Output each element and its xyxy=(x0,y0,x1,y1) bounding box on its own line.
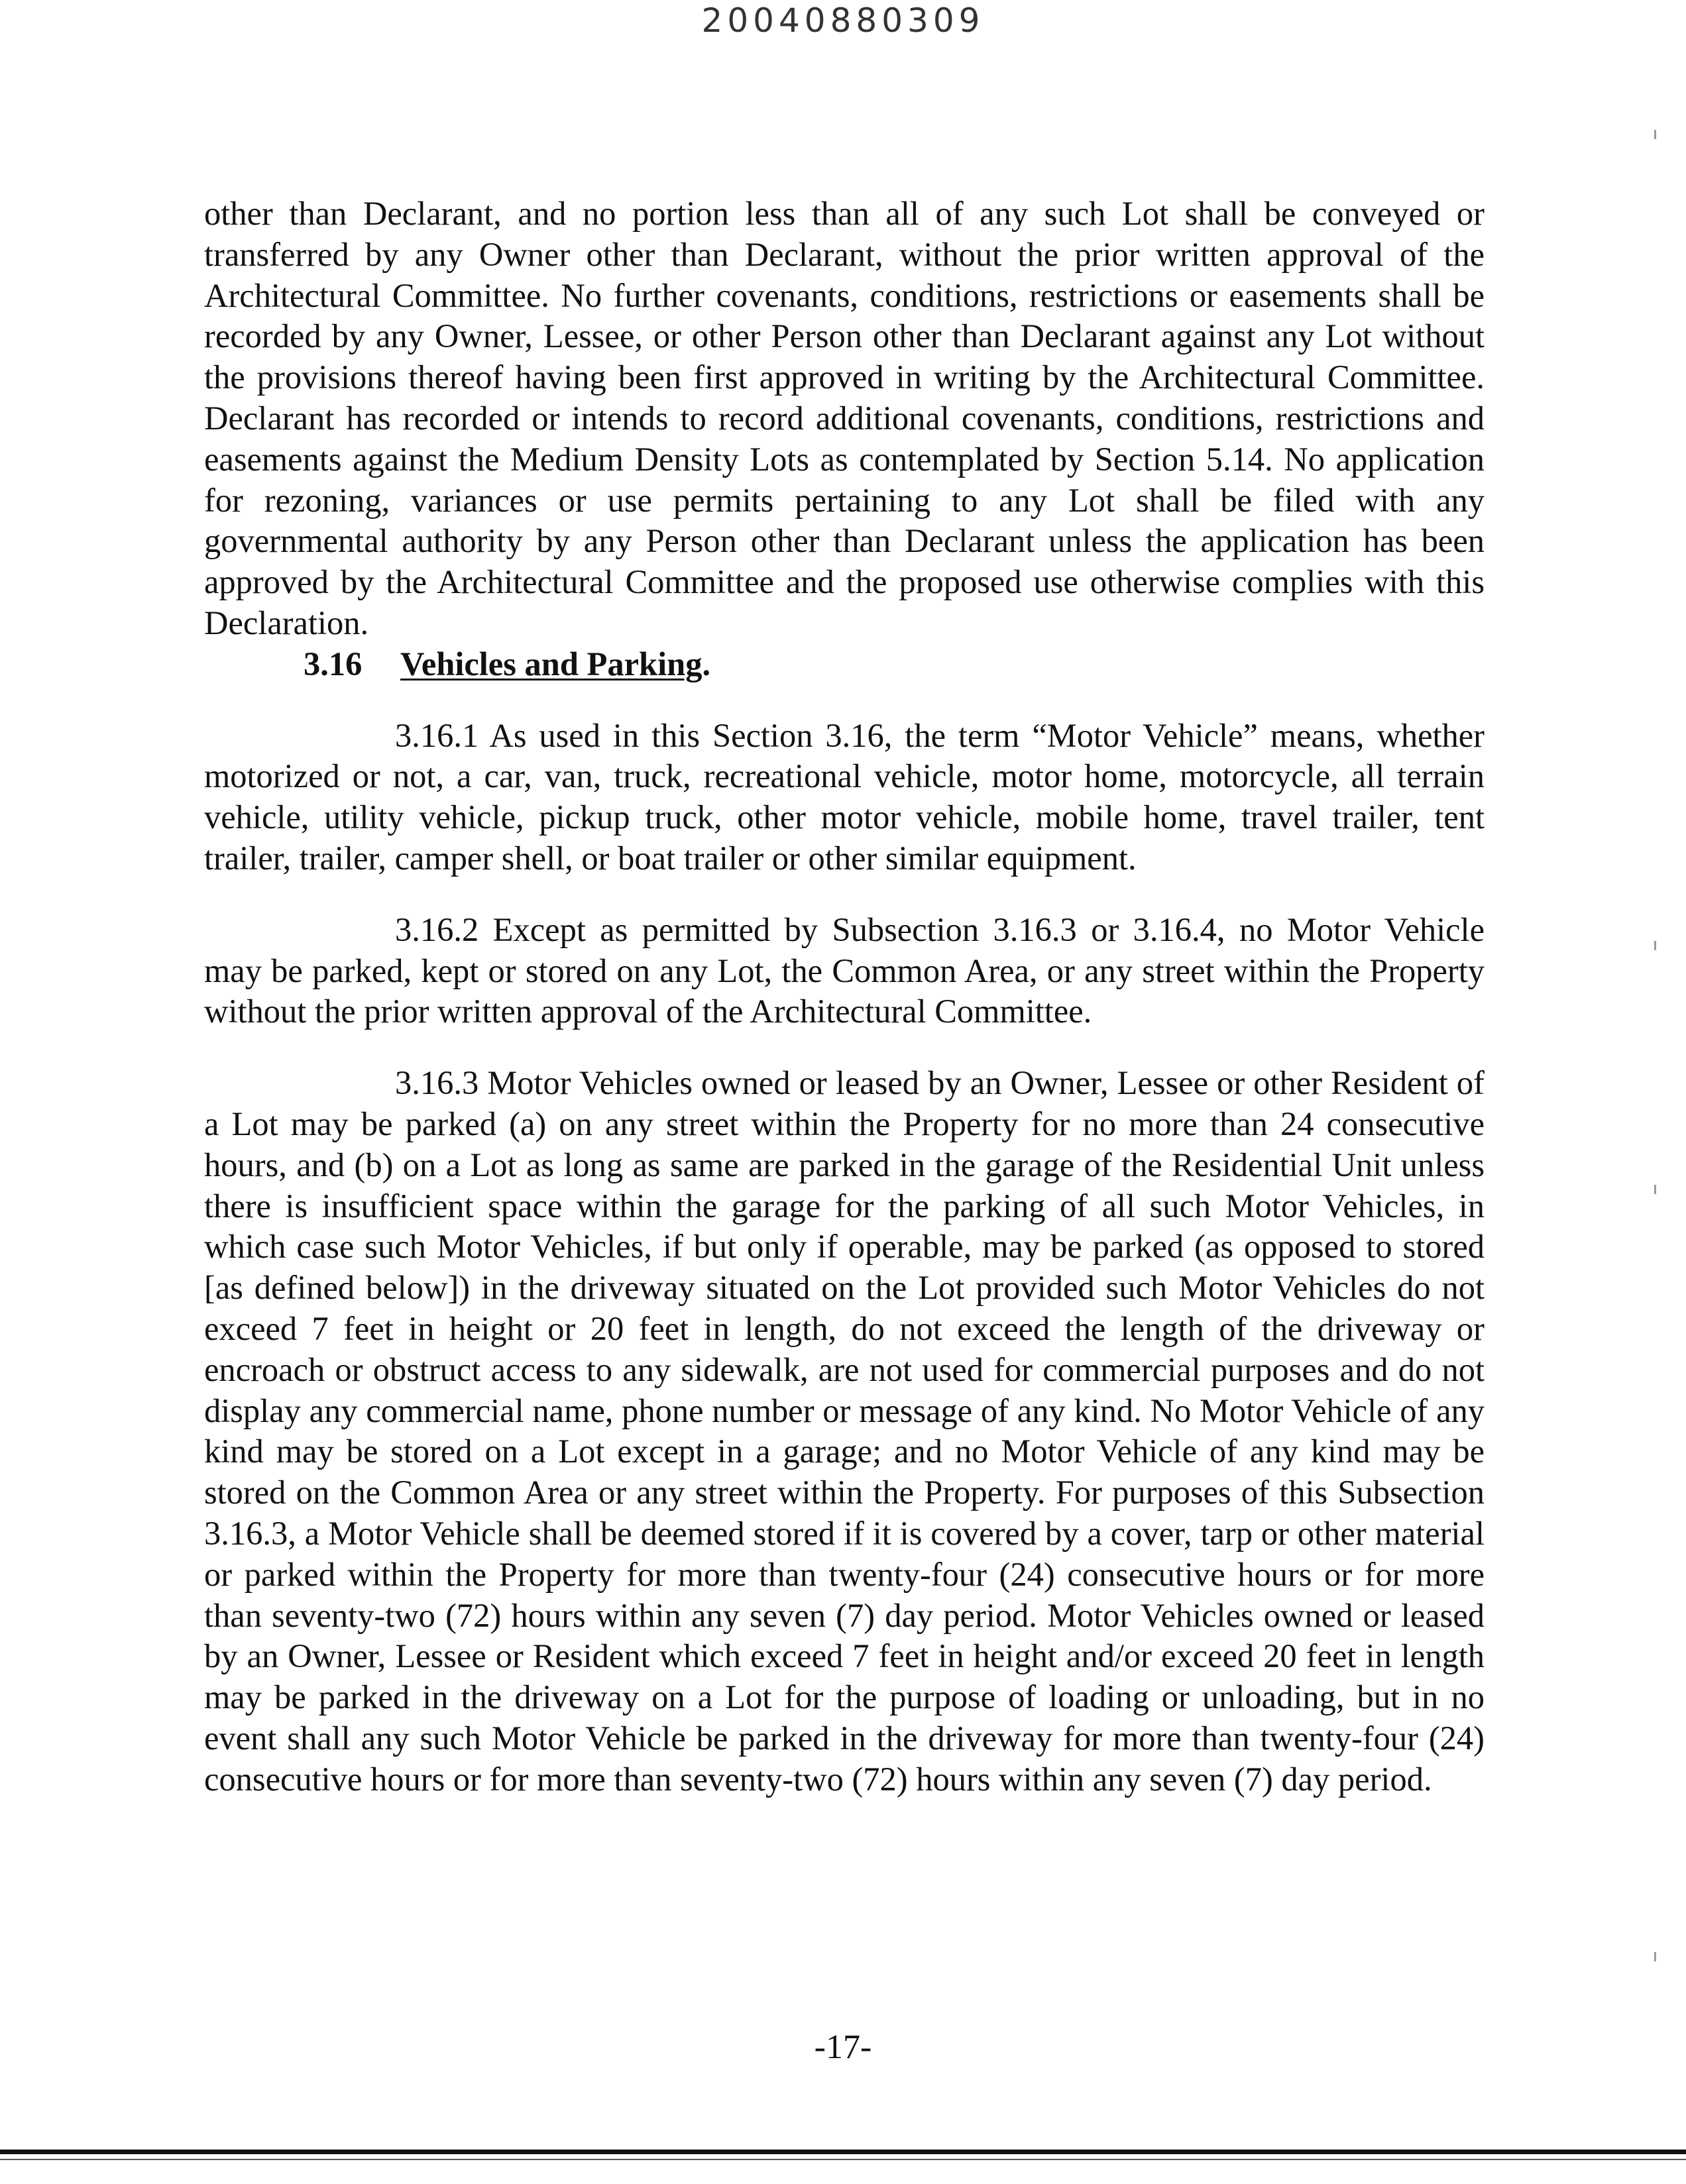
paragraph-continuation: other than Declarant, and no portion less than all of any such Lot shall be conveyed or transferred by any Owner other than Declarant, without the prior written approval of the Architectural Committee. No further covenants, conditions, restrictions or easements shall be recorded by any Owner, Lessee, or other Person other than Declarant against any Lot without the provisions thereof having been first approved in writing by the Architectural Committee. Declarant has recorded or intends to record additional covenants, conditions, restrictions and easements against the Medium Density Lots as contemplated by Section 5.14. No application for rezoning, variances or use permits pertaining to any Lot shall be filed with any governmental authority by any Person other than Declarant unless the application has been approved by the Architectural Committee and the proposed use otherwise complies with this Declaration. xyxy=(204,195,1485,641)
bottom-border-rule xyxy=(0,2150,1686,2154)
paragraph-3-16-3: 3.16.3 Motor Vehicles owned or leased by an Owner, Lessee or other Resident of a Lot may be parked (a) on any street within the Property for no more than 24 consecutive hours, and (b) on a Lot as long as same are parked in the garage of the Residential Unit unless there is insufficient space within the garage for the parking of all such Motor Vehicles, in which case such Motor Vehicles, if but only if operable, may be parked (as opposed to stored [as defined below]) in the driveway situated on the Lot provided such Motor Vehicles do not exceed 7 feet in height or 20 feet in length, do not exceed the length of the driveway or encroach or obstruct access to any sidewalk, are not used for commercial purposes and do not display any commercial name, phone number or message of any kind. No Motor Vehicle of any kind may be stored on a Lot except in a garage; and no Motor Vehicle of any kind may be stored on the Common Area or any street within the Property. For purposes of this Subsection 3.16.3, a Motor Vehicle shall be deemed stored if it is covered by a cover, tarp or other material or parked within the Property for more than twenty-four (24) consecutive hours or for more than seventy-two (72) hours within any seven (7) day period. Motor Vehicles owned or leased by an Owner, Lessee or Resident which exceed 7 feet in height and/or exceed 20 feet in length may be parked in the driveway on a Lot for the purpose of loading or unloading, but in no event shall any such Motor Vehicle be parked in the driveway for more than twenty-four (24) consecutive hours or for more than seventy-two (72) hours within any seven (7) day period. xyxy=(204,1064,1485,1798)
scan-artifact-mark xyxy=(1654,1952,1656,1961)
scan-artifact-mark xyxy=(1654,941,1656,950)
bottom-border-rule-thin xyxy=(0,2159,1686,2160)
paragraph-3-16-1: 3.16.1 As used in this Section 3.16, the term “Motor Vehicle” means, whether motorized or not, a car, van, truck, recreational vehicle, motor home, motorcycle, all terrain vehicle, utility vehicle, pickup truck, other motor vehicle, mobile home, travel trailer, tent trailer, trailer, camper shell, or boat trailer or other similar equipment. xyxy=(204,716,1485,877)
paragraph-3-16-2: 3.16.2 Except as permitted by Subsection 3.16.3 or 3.16.4, no Motor Vehicle may be parked, kept or stored on any Lot, the Common Area, or any street within the Property without the prior written approval of the Architectural Committee. xyxy=(204,910,1485,1030)
scan-artifact-mark xyxy=(1654,130,1656,139)
section-title: Vehicles and Parking xyxy=(400,645,702,682)
scan-artifact-mark xyxy=(1654,1185,1656,1194)
page-body xyxy=(204,193,1485,1800)
section-heading xyxy=(204,644,1485,685)
section-number: 3.16 xyxy=(304,645,363,682)
section-title-punct: . xyxy=(702,645,711,682)
page-number: -17- xyxy=(814,2028,872,2066)
document-number: 20040880309 xyxy=(701,1,985,40)
